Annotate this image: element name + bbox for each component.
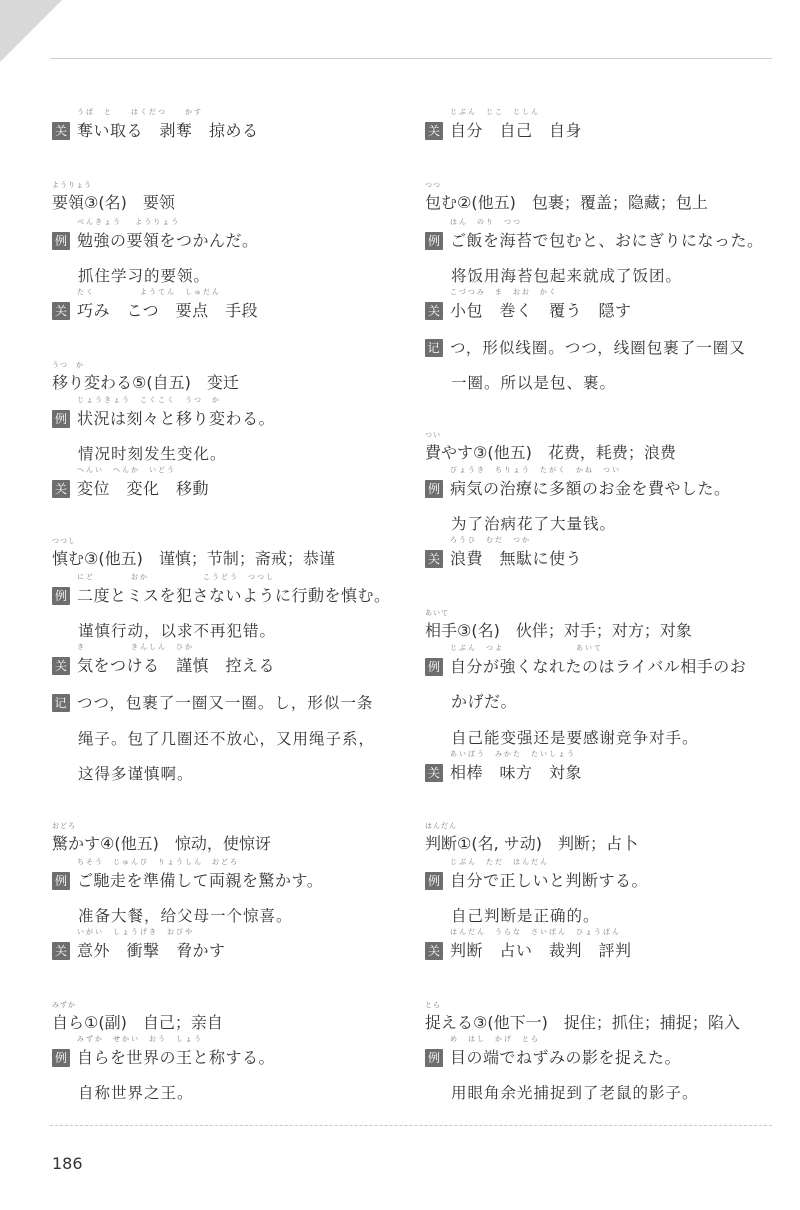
memo-text: 绳子。包了几圈还不放心，又用绳子系， (78, 730, 376, 748)
tag-memo: 记 (425, 339, 443, 357)
example-line (52, 218, 259, 252)
tag-example: 例 (52, 872, 70, 890)
example-sentence: 二度とミスを犯さないように行動を慎む。 (77, 586, 391, 605)
related-words: 判断 占い 裁判 評判 (450, 941, 632, 960)
example-line (425, 858, 649, 892)
tag-related: 关 (52, 302, 70, 320)
furigana: つつし (52, 537, 76, 545)
related-line (52, 466, 210, 500)
tag-related: 关 (425, 550, 443, 568)
furigana: べんきょう ようりょう (77, 218, 181, 226)
furigana: き きんしん ひか (77, 643, 194, 651)
memo-text: つつ，包裹了一圈又一圈。し，形似一条 (77, 694, 374, 712)
tag-related: 关 (52, 942, 70, 960)
tag-example: 例 (52, 587, 70, 605)
tag-example: 例 (425, 1049, 443, 1067)
example-sentence: 自らを世界の王と称する。 (77, 1048, 276, 1067)
furigana: みずか (52, 1001, 76, 1009)
example-line (425, 466, 731, 500)
tag-example: 例 (52, 410, 70, 428)
tag-example: 例 (52, 232, 70, 250)
headword-text: 自ら①(副) 自己；亲自 (52, 1013, 223, 1032)
furigana: ろうひ むだ つか (450, 536, 531, 544)
tag-example: 例 (425, 480, 443, 498)
headword-text: 費やす③(他五) 花费，耗费；浪费 (425, 443, 676, 462)
furigana: おどろ (52, 822, 76, 830)
tag-example: 例 (425, 872, 443, 890)
headword-text: 慎む③(他五) 谨慎；节制；斋戒；恭谨 (52, 549, 335, 568)
translation: 为了治病花了大量钱。 (451, 515, 617, 533)
example-sentence: 状況は刻々と移り変わる。 (77, 409, 276, 428)
memo-line (52, 692, 373, 714)
translation: 将饭用海苔包起来就成了饭团。 (451, 267, 683, 285)
translation: 情况时刻发生变化。 (78, 445, 227, 463)
entry-headword (425, 1001, 740, 1034)
tag-related: 关 (425, 122, 443, 140)
tag-memo: 记 (52, 694, 70, 712)
related-words: 奪い取る 剥奪 掠める (77, 121, 259, 140)
page-corner-fold (0, 0, 62, 62)
entry-headword (52, 181, 175, 214)
example-sentence: 目の端でねずみの影を捉えた。 (450, 1048, 682, 1067)
furigana: じぶん ただ はんだん (450, 858, 549, 866)
related-words: 自分 自己 自身 (450, 121, 583, 140)
example-sentence-cont: かげだ。 (451, 692, 518, 711)
furigana: はん のり つつ (450, 218, 522, 226)
translation: 自己判断是正确的。 (451, 907, 600, 925)
bottom-rule (50, 1125, 772, 1126)
example-sentence: 自分で正しいと判断する。 (450, 871, 649, 890)
translation: 抓住学习的要领。 (78, 267, 211, 285)
furigana: じぶん じこ じしん (450, 108, 540, 116)
top-rule (50, 58, 772, 59)
translation: 谨慎行动，以求不再犯错。 (78, 622, 277, 640)
furigana: あいて (425, 609, 449, 617)
translation: 用眼角余光捕捉到了老鼠的影子。 (451, 1084, 699, 1102)
tag-example: 例 (425, 232, 443, 250)
furigana: とら (425, 1001, 441, 1009)
entry-headword (52, 537, 335, 570)
entry-headword (425, 609, 692, 642)
tag-example: 例 (425, 658, 443, 676)
headword-text: 要領③(名) 要领 (52, 193, 175, 212)
furigana: ようりょう (52, 181, 92, 189)
entry-headword (52, 361, 239, 394)
example-line (52, 1035, 276, 1069)
headword-text: 移り変わる⑤(自五) 变迁 (52, 373, 239, 392)
translation: 自己能变强还是要感谢竞争对手。 (451, 729, 699, 747)
headword-text: 相手③(名) 伙伴；对手；对方；对象 (425, 621, 692, 640)
example-line (52, 396, 276, 430)
example-line (52, 573, 391, 607)
related-line (52, 643, 276, 677)
tag-related: 关 (425, 942, 443, 960)
headword-text: 包む②(他五) 包裹；覆盖；隐藏；包上 (425, 193, 708, 212)
tag-related: 关 (425, 302, 443, 320)
example-line (425, 1035, 682, 1069)
furigana: あいぼう みかた たいしょう (450, 750, 576, 758)
entry-headword (425, 431, 676, 464)
headword-text: 判断①(名, サ动) 判断；占卜 (425, 834, 639, 853)
tag-related: 关 (425, 764, 443, 782)
furigana: つい (425, 431, 441, 439)
headword-text: 捉える③(他下一) 捉住；抓住；捕捉；陷入 (425, 1013, 740, 1032)
memo-line (425, 337, 746, 359)
related-words: 小包 巻く 覆う 隠す (450, 301, 632, 320)
related-line (425, 288, 632, 322)
entry-headword (52, 1001, 223, 1034)
furigana: はんだん うらな さいばん ひょうばん (450, 928, 621, 936)
memo-text: つ，形似线圈。つつ，线圈包裹了一圈又 (450, 339, 746, 357)
related-words: 気をつける 謹慎 控える (77, 656, 276, 675)
related-words: 浪費 無駄に使う (450, 549, 583, 568)
related-line (52, 928, 226, 962)
related-words: 巧み こつ 要点 手段 (77, 301, 259, 320)
memo-text: 这得多谨慎啊。 (78, 765, 194, 783)
example-sentence: 勉強の要領をつかんだ。 (77, 231, 259, 250)
example-sentence: ご飯を海苔で包むと、おにぎりになった。 (450, 231, 764, 250)
translation: 自称世界之王。 (78, 1084, 194, 1102)
example-line (425, 218, 764, 252)
related-words: 意外 衝撃 脅かす (77, 941, 226, 960)
related-line (425, 108, 583, 142)
memo-text: 一圈。所以是包、裹。 (451, 374, 617, 392)
related-words: 相棒 味方 対象 (450, 763, 583, 782)
entry-headword (425, 822, 639, 855)
example-sentence: ご馳走を準備して両親を驚かす。 (77, 871, 324, 890)
example-sentence: 自分が強くなれたのはライバル相手のお (450, 657, 747, 676)
tag-related: 关 (52, 480, 70, 498)
page-number: 186 (52, 1154, 83, 1173)
entry-headword (52, 822, 271, 855)
furigana: こづつみ ま おお かく (450, 288, 558, 296)
related-line (52, 108, 259, 142)
furigana: びょうき ちりょう たがく かね つい (450, 466, 621, 474)
furigana: たく ようてん しゅだん (77, 288, 221, 296)
translation: 准备大餐，给父母一个惊喜。 (78, 907, 293, 925)
furigana: いがい しょうげき おびや (77, 928, 194, 936)
furigana: ちそう じゅんび りょうしん おどろ (77, 858, 239, 866)
entry-headword (425, 181, 708, 214)
tag-related: 关 (52, 122, 70, 140)
tag-example: 例 (52, 1049, 70, 1067)
furigana: め はし かげ とら (450, 1035, 540, 1043)
example-sentence: 病気の治療に多額のお金を費やした。 (450, 479, 731, 498)
example-line (52, 858, 324, 892)
furigana: みずか せかい おう しょう (77, 1035, 203, 1043)
furigana: はんだん (425, 822, 457, 830)
furigana: じょうきょう こくこく うつ か (77, 396, 221, 404)
furigana: へんい へんか いどう (77, 466, 176, 474)
related-line (425, 536, 583, 570)
tag-related: 关 (52, 657, 70, 675)
example-line (425, 644, 747, 678)
headword-text: 驚かす④(他五) 惊动，使惊讶 (52, 834, 271, 853)
furigana: にど おか こうどう つつし (77, 573, 275, 581)
related-line (425, 928, 632, 962)
related-line (52, 288, 259, 322)
related-words: 変位 変化 移動 (77, 479, 210, 498)
related-line (425, 750, 583, 784)
furigana: うば と はくだつ かす (77, 108, 203, 116)
furigana: うつ か (52, 361, 84, 369)
furigana: じぶん つよ あいて (450, 644, 603, 652)
furigana: つつ (425, 181, 441, 189)
